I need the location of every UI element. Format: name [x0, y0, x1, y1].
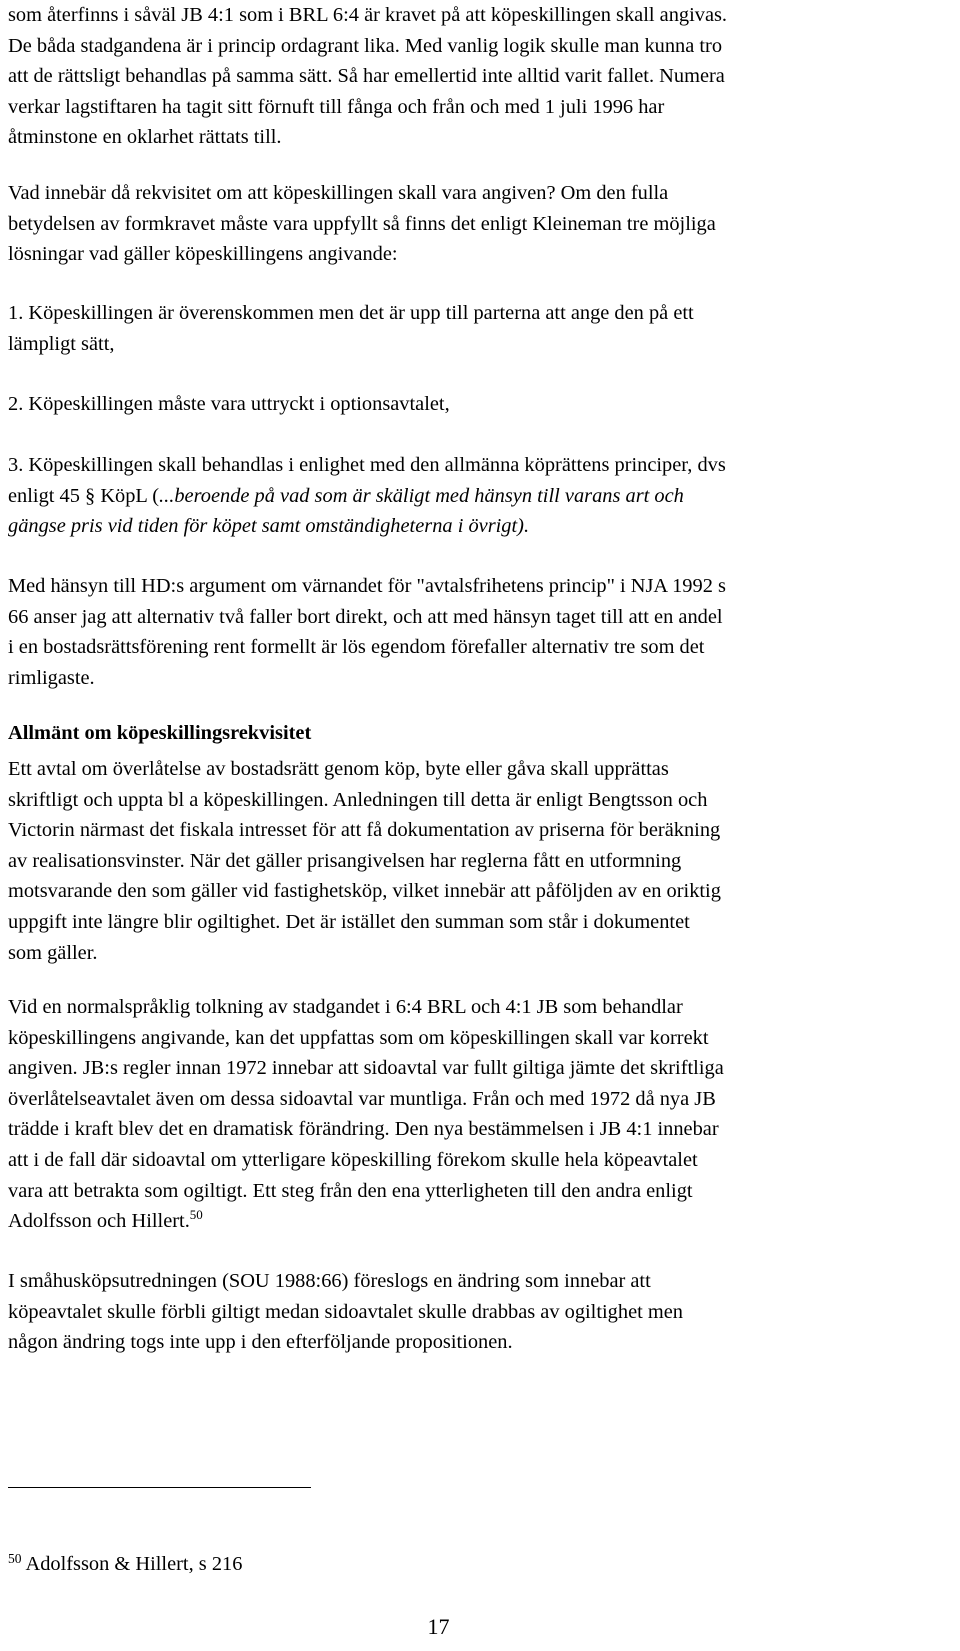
text-line: skriftligt och uppta bl a köpeskillingen. Anledningen till detta är enligt Bengtsson och	[8, 788, 708, 811]
text-line: uppgift inte längre blir ogiltighet. Det är istället den summan som står i dokumentet	[8, 910, 690, 933]
text-segment: enligt 45 § KöpL (	[8, 484, 160, 507]
text-line: 66 anser jag att alternativ två faller bort direkt, och att med hänsyn taget till att en andel	[8, 605, 723, 628]
paragraph-6	[8, 1266, 958, 1358]
text-line: Med hänsyn till HD:s argument om värnandet för "avtalsfrihetens princip" i NJA 1992 s	[8, 575, 726, 597]
text-line: att i de fall där sidoavtal om ytterligare köpeskilling förekom skulle hela köpeavtalet	[8, 1148, 698, 1171]
text-line	[8, 1206, 958, 1237]
text-line: angiven. JB:s regler innan 1972 innebar att sidoavtal var fullt giltiga jämte det skriftliga	[8, 1057, 724, 1080]
text-line: åtminstone en oklarhet rättats till.	[8, 126, 282, 149]
italic-quote: ...beroende på vad som är skäligt med hänsyn till varans art och	[159, 484, 684, 507]
list-item-1	[8, 298, 958, 359]
paragraph-3	[8, 571, 958, 693]
text-line: Vad innebär då rekvisitet om att köpeskillingen skall vara angiven? Om den fulla	[8, 182, 669, 204]
text-line: verkar lagstiftaren ha tagit sitt förnuft till fånga och från och med 1 juli 1996 har	[8, 95, 665, 118]
paragraph-2	[8, 178, 958, 270]
paragraph-4	[8, 754, 958, 968]
text-line: Ett avtal om överlåtelse av bostadsrätt genom köp, byte eller gåva skall upprättas	[8, 758, 669, 780]
text-line: som återfinns i såväl JB 4:1 som i BRL 6:4 är kravet på att köpeskillingen skall angivas.	[8, 4, 728, 26]
text-line: 2. Köpeskillingen måste vara uttryckt i optionsavtalet,	[8, 393, 450, 415]
paragraph-5	[8, 992, 958, 1237]
text-line: lösningar vad gäller köpeskillingens angivande:	[8, 243, 398, 266]
text-line: lämpligt sätt,	[8, 332, 115, 355]
text-line: trädde i kraft blev det en dramatisk förändring. Den nya bestämmelsen i JB 4:1 innebar	[8, 1118, 719, 1141]
text-line: vara att betrakta som ogiltigt. Ett steg från den ena ytterligheten till den andra enligt	[8, 1179, 693, 1202]
text-line: I småhusköpsutredningen (SOU 1988:66) föreslogs en ändring som innebar att	[8, 1270, 651, 1292]
text-line: av realisationsvinster. När det gäller prisangivelsen har reglerna fått en utformning	[8, 849, 682, 872]
text-line: att de rättsligt behandlas på samma sätt. Så har emellertid inte alltid varit fallet. Numera	[8, 65, 725, 88]
footnote-reference[interactable]: 50	[189, 1207, 203, 1223]
list-item-3	[8, 450, 958, 542]
text-line: överlåtelseavtalet även om dessa sidoavtal var muntliga. Från och med 1972 då nya JB	[8, 1087, 716, 1110]
text-line: Victorin närmast det fiskala intresset för att få dokumentation av priserna för beräkning	[8, 819, 721, 842]
heading-text: Allmänt om köpeskillingsrekvisitet	[8, 722, 312, 744]
text-line: köpeskillingens angivande, kan det uppfattas som om köpeskillingen skall var korrekt	[8, 1026, 709, 1049]
text-line	[8, 481, 958, 512]
text-line: Vid en normalspråklig tolkning av stadgandet i 6:4 BRL och 4:1 JB som behandlar	[8, 996, 683, 1018]
text-line: betydelsen av formkravet måste vara uppfyllt så finns det enligt Kleineman tre möjliga	[8, 212, 716, 235]
text-line: 3. Köpeskillingen skall behandlas i enlighet med den allmänna köprättens principer, dvs	[8, 454, 726, 476]
section-heading	[8, 718, 958, 749]
text-line: 1. Köpeskillingen är överenskommen men det är upp till parterna att ange den på ett	[8, 302, 694, 324]
text-line: i en bostadsrättsförening rent formellt är lös egendom förefaller alternativ tre som det	[8, 636, 705, 659]
text-line: någon ändring togs inte upp i den efterföljande propositionen.	[8, 1331, 513, 1354]
list-item-2	[8, 389, 958, 420]
footnote-text: Adolfsson & Hillert, s 216	[25, 1553, 243, 1575]
footnote-separator	[8, 1487, 311, 1488]
text-line: rimligaste.	[8, 666, 95, 689]
text-line: köpeavtalet skulle förbli giltigt medan sidoavtalet skulle drabbas av ogiltighet men	[8, 1300, 683, 1323]
footnote-mark: 50	[8, 1551, 22, 1566]
text-line: som gäller.	[8, 941, 98, 964]
text-line: De båda stadgandena är i princip ordagrant lika. Med vanlig logik skulle man kunna tro	[8, 34, 723, 57]
text-segment: Adolfsson och Hillert.	[8, 1210, 190, 1233]
text-line: motsvarande den som gäller vid fastighetsköp, vilket innebär att påföljden av en oriktig	[8, 880, 721, 903]
italic-quote: gängse pris vid tiden för köpet samt omständigheterna i övrigt).	[8, 515, 530, 538]
paragraph-1	[8, 0, 958, 153]
page-number: 17	[427, 1614, 450, 1639]
footnote	[8, 1546, 242, 1577]
text-line	[8, 511, 958, 542]
